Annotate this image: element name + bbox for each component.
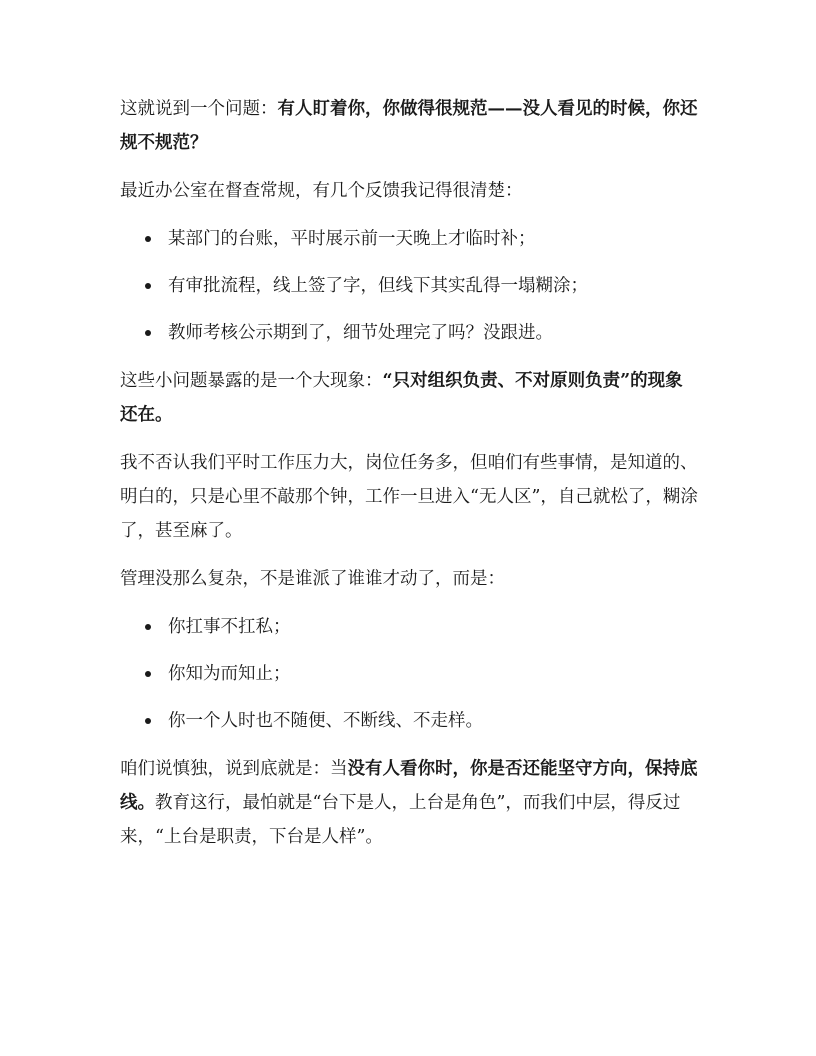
- paragraph-self-discipline-tail: 教育这行，最怕就是“台下是人，上台是角色”，而我们中层，得反过来，“上台是职责，下台是人样”。: [120, 793, 681, 847]
- list-item-text: 有审批流程，线上签了字，但线下其实乱得一塌糊涂；: [168, 276, 588, 296]
- paragraph-feedback-intro: 最近办公室在督查常规，有几个反馈我记得很清楚：: [120, 181, 523, 201]
- list-item: [120, 222, 700, 256]
- list-item-text: 你知为而知止；: [168, 664, 291, 684]
- paragraph-question: [120, 92, 700, 160]
- list-item: [120, 657, 700, 691]
- list-item-text: 某部门的台账，平时展示前一天晚上才临时补；: [168, 229, 536, 249]
- paragraph-phenomenon-emphasis: “只对组织负责、不对原则负责”的现象还在。: [120, 371, 683, 425]
- paragraph-management-intro: 管理没那么复杂，不是谁派了谁谁才动了，而是：: [120, 569, 505, 589]
- paragraph-phenomenon-lead: 这些小问题暴露的是一个大现象：: [120, 371, 383, 391]
- paragraph-pressure: 我不否认我们平时工作压力大，岗位任务多，但咱们有些事情，是知道的、明白的，只是心里不敲那个钟，工作一旦进入“无人区”，自己就松了，糊涂了，甚至麻了。: [120, 453, 698, 541]
- paragraph-question-lead: 这就说到一个问题：: [120, 99, 278, 119]
- list-item-text: 教师考核公示期到了，细节处理完了吗？没跟进。: [168, 323, 553, 343]
- list-item: [120, 316, 700, 350]
- paragraph-self-discipline-lead: 咱们说慎独，说到底就是：当: [120, 759, 348, 779]
- list-item-text: 你一个人时也不随便、不断线、不走样。: [168, 711, 483, 731]
- paragraph-self-discipline-emphasis: 没有人看你时，你是否还能坚守方向，保持底线。: [120, 759, 698, 813]
- paragraph-phenomenon: [120, 364, 700, 432]
- management-list: [120, 610, 700, 738]
- bullet-dot-icon: [145, 330, 151, 336]
- paragraph-question-emphasis: 有人盯着你，你做得很规范——没人看见的时候，你还规不规范？: [120, 99, 698, 153]
- bullet-dot-icon: [145, 671, 151, 677]
- list-item: [120, 704, 700, 738]
- feedback-list: [120, 222, 700, 350]
- bullet-dot-icon: [145, 718, 151, 724]
- bullet-dot-icon: [145, 624, 151, 630]
- list-item: [120, 610, 700, 644]
- document-body: [120, 92, 700, 854]
- list-item-text: 你扛事不扛私；: [168, 617, 291, 637]
- paragraph-self-discipline: [120, 752, 700, 854]
- bullet-dot-icon: [145, 236, 151, 242]
- list-item: [120, 269, 700, 303]
- bullet-dot-icon: [145, 283, 151, 289]
